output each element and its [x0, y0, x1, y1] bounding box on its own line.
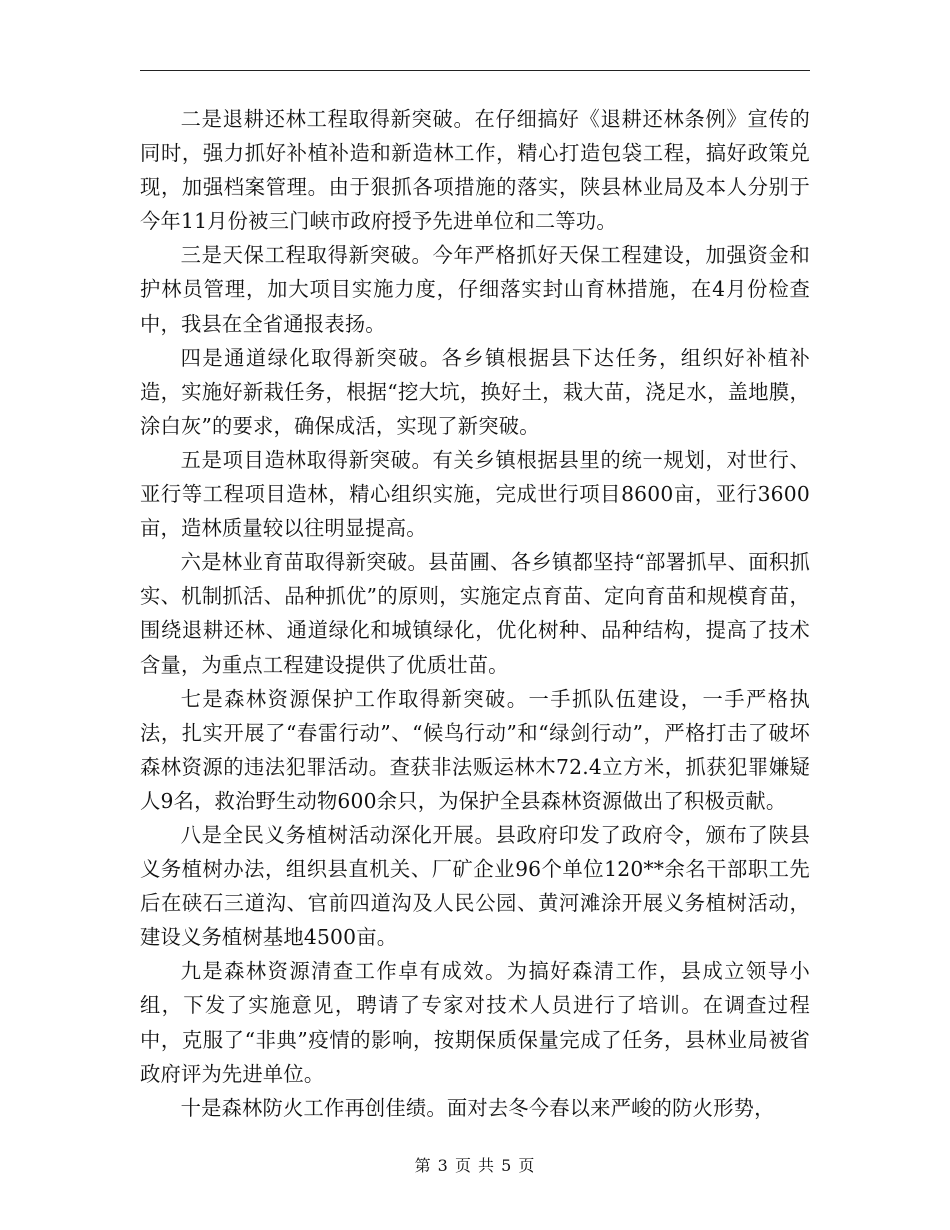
paragraph-7: 七是森林资源保护工作取得新突破。一手抓队伍建设，一手严格执法，扎实开展了“春雷行动”、“候鸟行动”和“绿剑行动”，严格打击了破坏森林资源的违法犯罪活动。查获非法贩运林木72.4立方米，抓获犯罪嫌疑人9名，救治野生动物600余只，为保护全县森林资源做出了积极贡献。 [140, 686, 810, 813]
paragraph-9: 九是森林资源清查工作卓有成效。为搞好森清工作，县成立领导小组，下发了实施意见，聘请了专家对技术人员进行了培训。在调查过程中，克服了“非典”疫情的影响，按期保质保量完成了任务，县林业局被省政府评为先进单位。 [140, 959, 810, 1086]
document-body [140, 102, 810, 1125]
paragraph-4: 四是通道绿化取得新突破。各乡镇根据县下达任务，组织好补植补造，实施好新栽任务，根据“挖大坑，换好土，栽大苗，浇足水，盖地膜，涂白灰”的要求，确保成活，实现了新突破。 [140, 345, 810, 438]
paragraph-5: 五是项目造林取得新突破。有关乡镇根据县里的统一规划，对世行、亚行等工程项目造林，精心组织实施，完成世行项目8600亩，亚行3600亩，造林质量较以往明显提高。 [140, 447, 810, 541]
header-rule [140, 70, 810, 71]
paragraph-2: 二是退耕还林工程取得新突破。在仔细搞好《退耕还林条例》宣传的同时，强力抓好补植补造和新造林工作，精心打造包袋工程，搞好政策兑现，加强档案管理。由于狠抓各项措施的落实，陕县林业局及本人分别于今年11月份被三门峡市政府授予先进单位和二等功。 [140, 107, 810, 234]
paragraph-10: 十是森林防火工作再创佳绩。面对去冬今春以来严峻的防火形势， [180, 1095, 775, 1120]
paragraph-6: 六是林业育苗取得新突破。县苗圃、各乡镇都坚持“部署抓早、面积抓实、机制抓活、品种抓优”的原则，实施定点育苗、定向育苗和规模育苗，围绕退耕还林、通道绿化和城镇绿化，优化树种、品种结构，提高了技术含量，为重点工程建设提供了优质壮苗。 [140, 550, 810, 677]
paragraph-8: 八是全民义务植树活动深化开展。县政府印发了政府令，颁布了陕县义务植树办法，组织县直机关、厂矿企业96个单位120**余名干部职工先后在硖石三道沟、官前四道沟及人民公园、黄河滩涂开展义务植树活动，建设义务植树基地4500亩。 [140, 822, 810, 950]
page-number-footer: 第 3 页 共 5 页 [414, 1156, 536, 1175]
paragraph-3: 三是天保工程取得新突破。今年严格抓好天保工程建设，加强资金和护林员管理，加大项目实施力度，仔细落实封山育林措施，在4月份检查中，我县在全省通报表扬。 [140, 243, 810, 336]
